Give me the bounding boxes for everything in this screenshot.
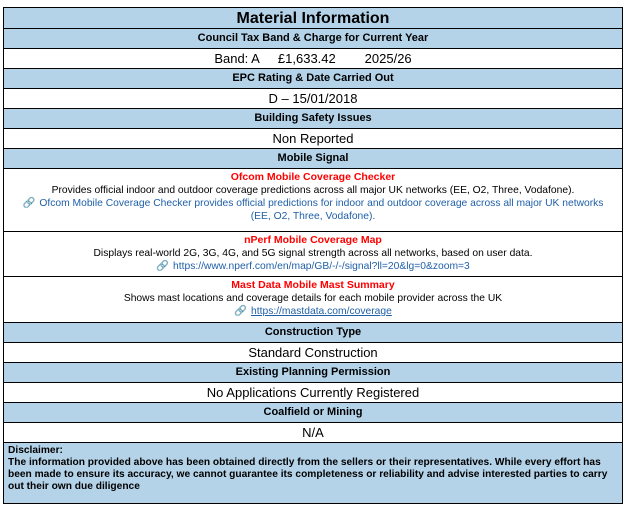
ofcom-link-text: Ofcom Mobile Coverage Checker provides official predictions for indoor and outdoor coverage across all major UK networks (EE, O2, Three, Vodafone). (39, 198, 604, 222)
table-title: Material Information (4, 8, 622, 29)
planning-value: No Applications Currently Registered (4, 383, 622, 403)
coalfield-heading: Coalfield or Mining (4, 403, 622, 423)
mast-section (4, 277, 622, 323)
construction-heading: Construction Type (4, 323, 622, 343)
mast-title: Mast Data Mobile Mast Summary (231, 279, 395, 291)
council-tax-year: 2025/26 (364, 51, 412, 66)
mobile-signal-heading: Mobile Signal (4, 149, 622, 169)
disclaimer (4, 443, 622, 503)
epc-heading: EPC Rating & Date Carried Out (4, 69, 622, 89)
ofcom-title: Ofcom Mobile Coverage Checker (230, 171, 396, 183)
mast-link-text: https://mastdata.com/coverage (251, 306, 392, 317)
link-icon: 🔗 (234, 306, 248, 317)
disclaimer-heading: Disclaimer: (8, 445, 63, 456)
safety-heading: Building Safety Issues (4, 109, 622, 129)
nperf-link[interactable] (12, 260, 614, 273)
ofcom-link[interactable] (12, 197, 614, 223)
nperf-section (4, 232, 622, 277)
nperf-description: Displays real-world 2G, 3G, 4G, and 5G signal strength across all networks, based on user data. (93, 248, 533, 259)
planning-heading: Existing Planning Permission (4, 363, 622, 383)
construction-value: Standard Construction (4, 343, 622, 363)
material-information-table (3, 7, 623, 504)
coalfield-value: N/A (4, 423, 622, 443)
link-icon: 🔗 (156, 261, 170, 272)
council-tax-value (4, 49, 622, 69)
epc-value: D – 15/01/2018 (4, 89, 622, 109)
mast-description: Shows mast locations and coverage details for each mobile provider across the UK (123, 293, 503, 304)
link-icon: 🔗 (22, 198, 36, 209)
council-tax-band: Band: A (214, 51, 260, 66)
ofcom-description: Provides official indoor and outdoor coverage predictions across all major UK networks (EE, O2, Three, Vodafone). (51, 185, 575, 196)
council-tax-charge: £1,633.42 (277, 51, 336, 66)
nperf-title: nPerf Mobile Coverage Map (244, 234, 382, 246)
mast-link[interactable] (12, 305, 614, 318)
nperf-link-text: https://www.nperf.com/en/map/GB/-/-/signal?ll=20&lg=0&zoom=3 (173, 261, 470, 272)
safety-value: Non Reported (4, 129, 622, 149)
council-tax-heading: Council Tax Band & Charge for Current Year (4, 29, 622, 49)
ofcom-section (4, 169, 622, 232)
disclaimer-text: The information provided above has been obtained directly from the sellers or their representatives. While every effort has been made to ensure its accuracy, we cannot guarantee its completeness or reliability and advise interested parties to carry out their own due diligence (8, 457, 608, 492)
